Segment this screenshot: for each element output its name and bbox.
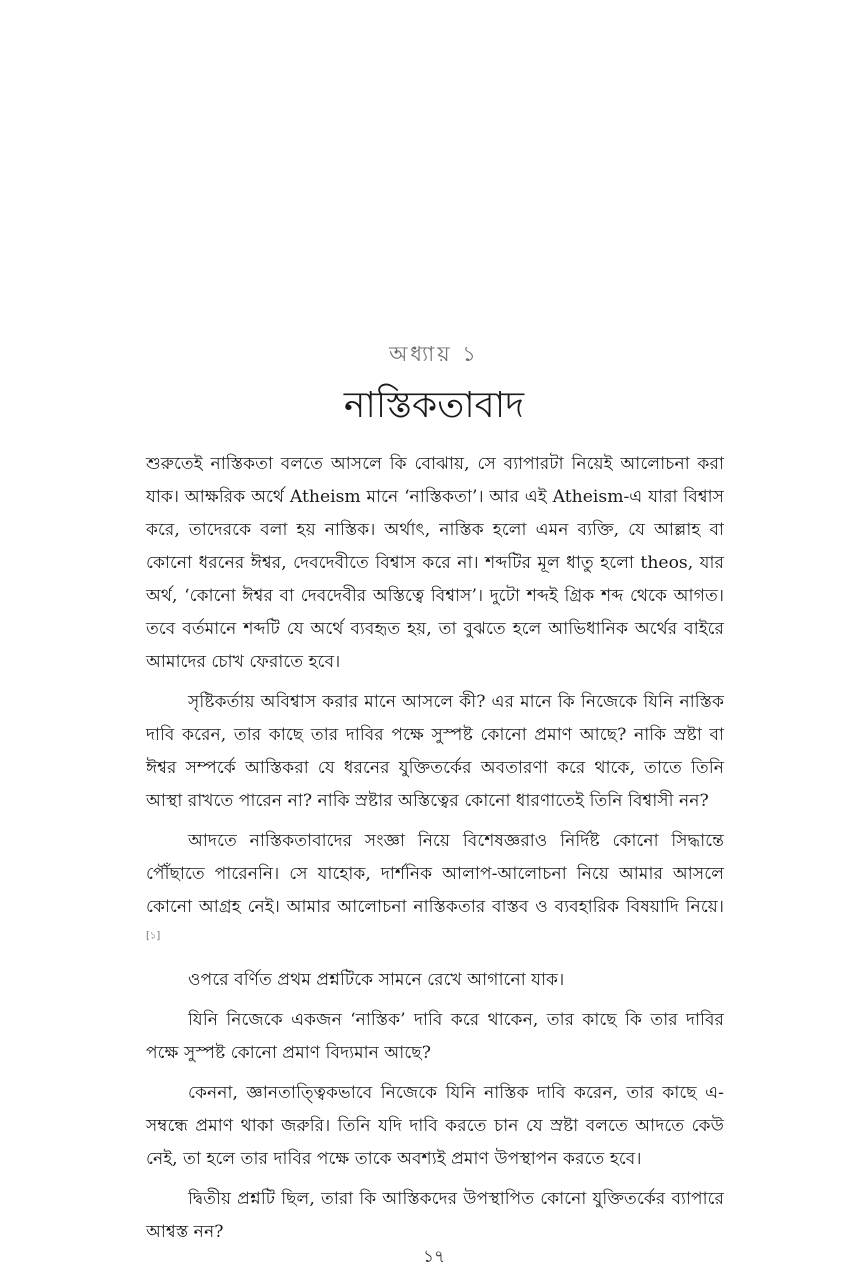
chapter-label: অধ্যায় ১	[389, 342, 479, 366]
body-text	[146, 448, 724, 1256]
paragraph: ওপরে বর্ণিত প্রথম প্রশ্নটিকে সামনে রেখে আগানো যাক।	[188, 970, 565, 990]
paragraph: কেননা, জ্ঞানতাত্ত্বিকভাবে নিজেকে যিনি নাস্তিক দাবি করেন, তার কাছে এ-সম্বন্ধে প্রমাণ থাকা জরুরি। তিনি যদি দাবি করতে চান যে স্রষ্টা বলতে আদতে কেউ নেই, তা হলে তার দাবির পক্ষে তাকে অবশ্যই প্রমাণ উপস্থাপন করতে হবে।	[146, 1083, 724, 1169]
chapter-title: নাস্তিকতাবাদ	[343, 385, 525, 426]
paragraph: যিনি নিজেকে একজন ‘নাস্তিক’ দাবি করে থাকেন, তার কাছে কি তার দাবির পক্ষে সুস্পষ্ট কোনো প্রমাণ বিদ্যমান আছে?	[146, 1010, 724, 1063]
page-number: ১৭	[422, 1247, 446, 1267]
paragraph-with-footnote	[146, 825, 724, 957]
paragraph: সৃষ্টিকর্তায় অবিশ্বাস করার মানে আসলে কী? এর মানে কি নিজেকে যিনি নাস্তিক দাবি করেন, তার কাছে তার দাবির পক্ষে সুস্পষ্ট কোনো প্রমাণ আছে? নাকি স্রষ্টা বা ঈশ্বর সম্পর্কে আস্তিকরা যে ধরনের যুক্তিতর্কের অবতারণা করে থাকে, তাতে তিনি আস্থা রাখতে পারেন না? নাকি স্রষ্টার অস্তিত্বের কোনো ধারণাতেই তিনি বিশ্বাসী নন?	[146, 692, 724, 811]
footnote-reference[interactable]: [১]	[146, 930, 161, 942]
paragraph-text: আদতে নাস্তিকতাবাদের সংজ্ঞা নিয়ে বিশেষজ্ঞরাও নির্দিষ্ট কোনো সিদ্ধান্তে পৌঁছাতে পারেননি। সে যাহোক, দার্শনিক আলাপ-আলোচনা নিয়ে আমার আসলে কোনো আগ্রহ নেই। আমার আলোচনা নাস্তিকতার বাস্তব ও ব্যবহারিক বিষয়াদি নিয়ে।	[146, 831, 724, 917]
paragraph: শুরুতেই নাস্তিকতা বলতে আসলে কি বোঝায়, সে ব্যাপারটা নিয়েই আলোচনা করা যাক। আক্ষরিক অর্থে Atheism মানে ‘নাস্তিকতা’। আর এই Atheism-এ যারা বিশ্বাস করে, তাদেরকে বলা হয় নাস্তিক। অর্থাৎ, নাস্তিক হলো এমন ব্যক্তি, যে আল্লাহ বা কোনো ধরনের ঈশ্বর, দেবদেবীতে বিশ্বাস করে না। শব্দটির মূল ধাতু হলো theos, যার অর্থ, ‘কোনো ঈশ্বর বা দেবদেবীর অস্তিত্বে বিশ্বাস’। দুটো শব্দই গ্রিক শব্দ থেকে আগত। তবে বর্তমানে শব্দটি যে অর্থে ব্যবহৃত হয়, তা বুঝতে হলে আভিধানিক অর্থের বাইরে আমাদের চোখ ফেরাতে হবে।	[146, 454, 724, 672]
paragraph: দ্বিতীয় প্রশ্নটি ছিল, তারা কি আস্তিকদের উপস্থাপিত কোনো যুক্তিতর্কের ব্যাপারে আশ্বস্ত নন?	[146, 1189, 724, 1242]
